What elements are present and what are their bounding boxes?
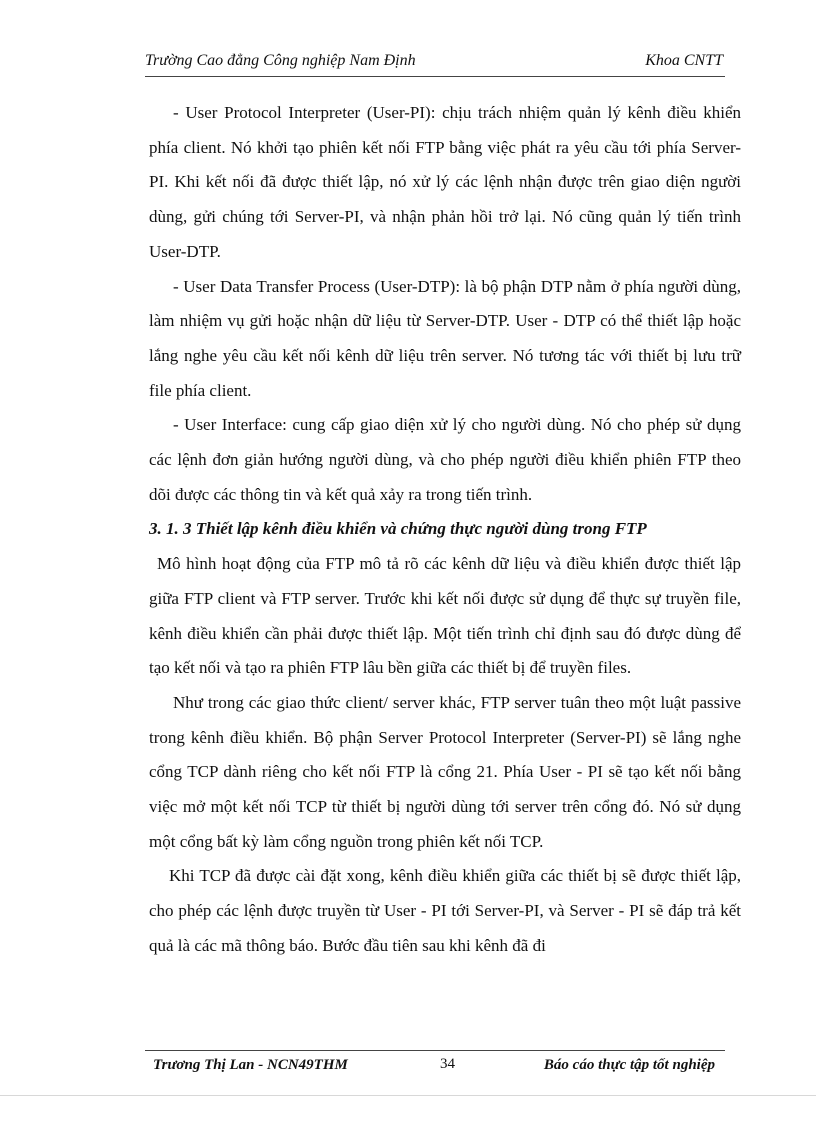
header-school-name: Trường Cao đẳng Công nghiệp Nam Định xyxy=(145,52,416,69)
page-body xyxy=(149,96,741,964)
paragraph-user-interface: - User Interface: cung cấp giao diện xử lý cho người dùng. Nó cho phép sử dụng các lệnh đơn giản hướng người dùng, và cho phép người điều khiển phiên FTP theo dõi được các thông tin và kết quả xảy ra trong tiến trình. xyxy=(149,415,741,504)
paragraph-server-pi: Như trong các giao thức client/ server khác, FTP server tuân theo một luật passive trong kênh điều khiển. Bộ phận Server Protocol Interpreter (Server-PI) sẽ lắng nghe cổng TCP dành riêng cho kết nối FTP là cổng 21. Phía User - PI sẽ tạo kết nối bằng việc mở một kết nối TCP từ thiết bị người dùng tới server trên cổng đó. Nó sử dụng một cổng bất kỳ làm cổng nguồn trong phiên kết nối TCP. xyxy=(149,692,741,851)
page-footer xyxy=(145,1050,725,1081)
paragraph-user-dtp: - User Data Transfer Process (User-DTP): là bộ phận DTP nằm ở phía người dùng, làm nhiệm vụ gửi hoặc nhận dữ liệu từ Server-DTP. User - DTP có thể thiết lập hoặc lắng nghe yêu cầu kết nối kênh dữ liệu trên server. Nó tương tác với thiết bị lưu trữ file phía client. xyxy=(149,276,741,400)
page-number: 34 xyxy=(440,1056,455,1072)
footer-author: Trương Thị Lan - NCN49THM xyxy=(153,1057,348,1073)
page-header xyxy=(145,50,725,77)
bottom-divider xyxy=(0,1095,816,1096)
paragraph-user-pi: - User Protocol Interpreter (User-PI): chịu trách nhiệm quản lý kênh điều khiển phía client. Nó khởi tạo phiên kết nối FTP bằng việc phát ra yêu cầu tới phía Server-PI. Khi kết nối đã được thiết lập, nó xử lý các lệnh nhận được trên giao diện người dùng, gửi chúng tới Server-PI, và nhận phản hồi trở lại. Nó cũng quản lý tiến trình User-DTP. xyxy=(149,103,741,261)
header-department: Khoa CNTT xyxy=(645,52,723,69)
paragraph-ftp-model: Mô hình hoạt động của FTP mô tả rõ các kênh dữ liệu và điều khiển được thiết lập giữa FTP client và FTP server. Trước khi kết nối được sử dụng để thực sự truyền file, kênh điều khiển cần phải được thiết lập. Một tiến trình chỉ định sau đó được dùng để tạo kết nối và tạo ra phiên FTP lâu bền giữa các thiết bị để truyền files. xyxy=(149,554,741,678)
paragraph-tcp-setup: Khi TCP đã được cài đặt xong, kênh điều khiển giữa các thiết bị sẽ được thiết lập, cho phép các lệnh được truyền từ User - PI tới Server-PI, và Server - PI sẽ đáp trả kết quả là các mã thông báo. Bước đầu tiên sau khi kênh đã đi xyxy=(149,866,741,955)
footer-report-title: Báo cáo thực tập tốt nghiệp xyxy=(543,1057,715,1073)
section-heading: 3. 1. 3 Thiết lập kênh điều khiển và chứng thực người dùng trong FTP xyxy=(149,519,647,539)
